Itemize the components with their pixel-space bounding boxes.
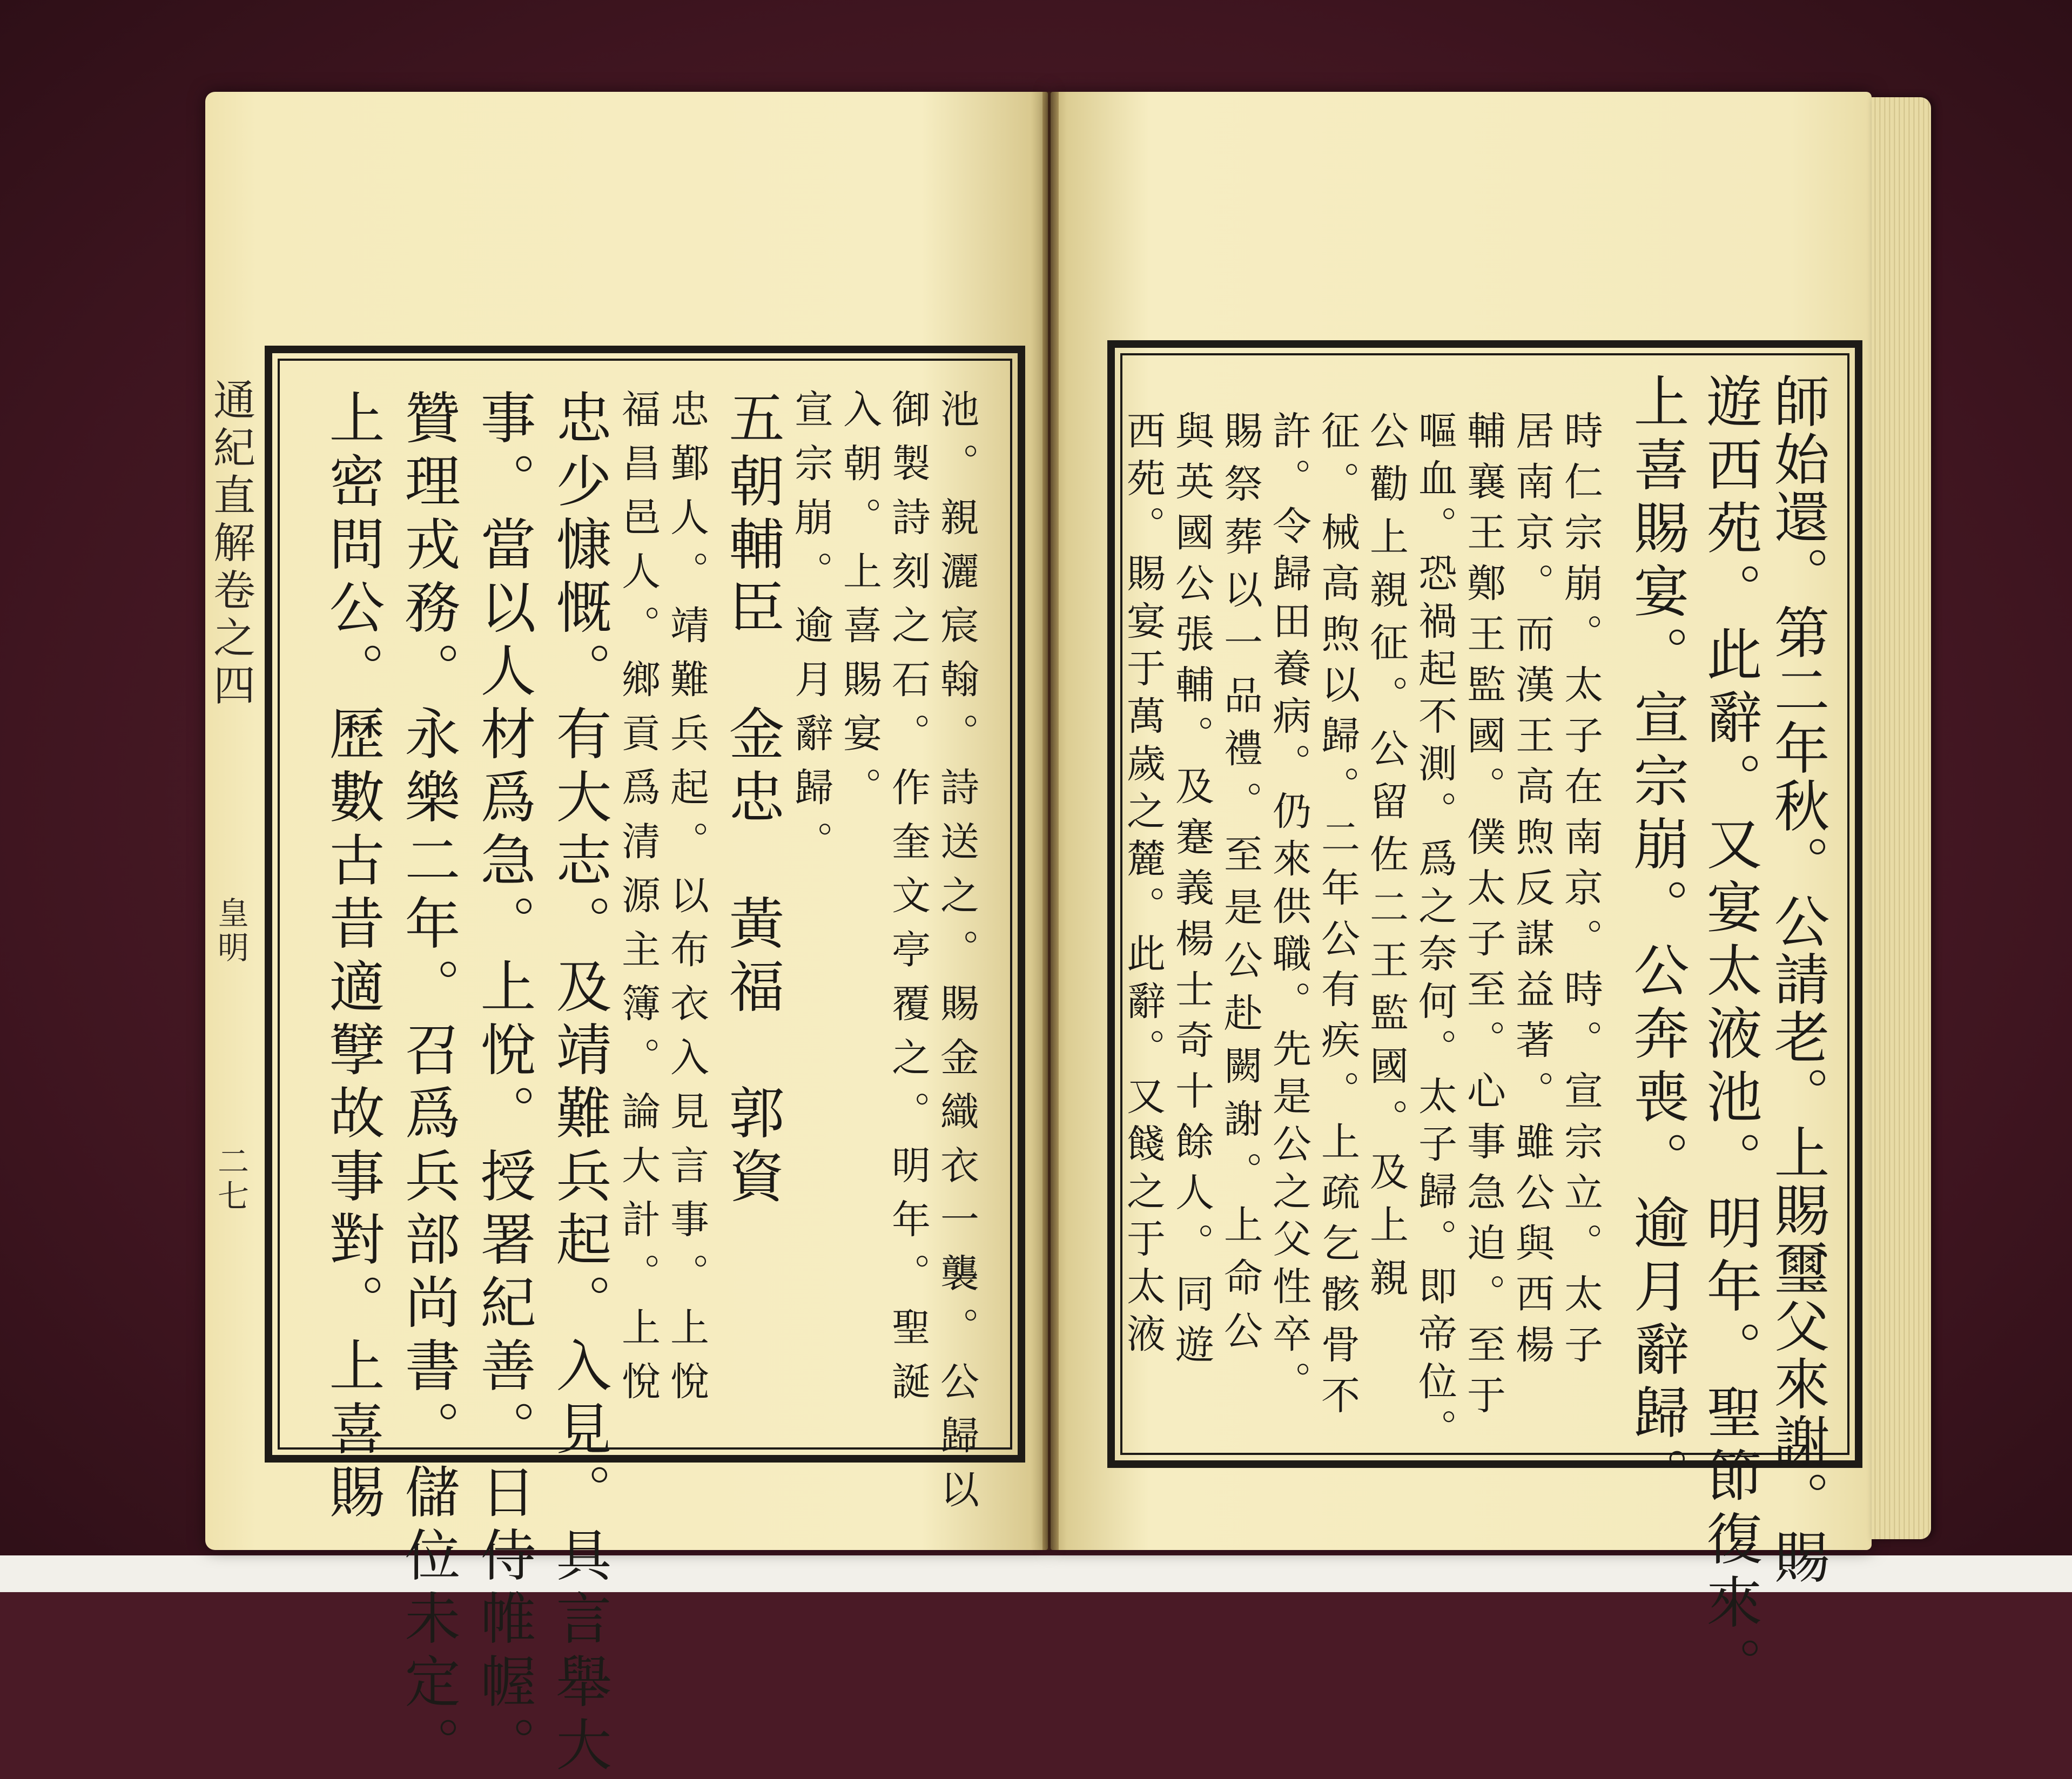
left-col-11: 上密問公。歷數古昔適孼故事對。上喜賜 [320,389,385,1526]
left-col-8: 忠少慷慨。有大志。及靖難兵起。入見。具言舉大 [547,389,611,1779]
margin-title: 通紀直解卷之四 [206,378,255,711]
right-col-9: 征。械高煦以歸。二年公有疾。上疏乞骸骨不 [1315,410,1360,1426]
left-col-4: 宣宗崩。逾月辭歸。 [788,389,833,875]
page-stack-edges [1872,97,1931,1539]
right-col-3: 上喜賜宴。宣宗崩。公奔喪。逾月辭歸。 [1624,373,1689,1510]
right-col-4: 時仁宗崩。太子在南京。時。宣宗立。太子 [1558,410,1603,1375]
margin-section: 皇明 [212,897,249,966]
right-col-1: 師始還。第二年秋。公請老。上賜璽父來謝。賜 [1765,373,1829,1586]
right-col-6: 輔襄王鄭王監國。僕太子至。心事急迫。至于 [1461,410,1506,1426]
right-col-11: 賜祭葬以一品禮。至是公赴闕謝。上命公 [1217,410,1263,1363]
left-col-6: 忠鄞人。靖難兵起。以布衣入見言事。上悅 [664,389,709,1415]
right-col-5: 居南京。而漢王高煦反謀益著。雖公與西楊 [1509,410,1555,1375]
right-col-13: 西苑。賜宴于萬歲之麓。此辭。又餞之于太液 [1120,410,1166,1361]
book-gutter [1042,92,1059,1550]
margin-page-number: 二七 [212,1145,249,1214]
left-col-5-heading: 五朝輔臣 金忠 黃福 郭資 [719,389,784,1210]
right-col-8: 公勸上親征。公留佐二王監國。及上親 [1363,410,1409,1310]
right-col-7: 嘔血。恐禍起不測。爲之奈何。太子歸。即帝位。 [1412,410,1457,1456]
left-col-7: 福昌邑人。鄉貢爲清源主簿。論大計。上悅 [615,389,661,1415]
right-col-10: 許。令歸田養病。仍來供職。先是公之父性卒。 [1266,410,1311,1409]
left-col-2: 御製詩刻之石。作奎文亭覆之。明年。聖誕 [885,389,931,1415]
left-col-10: 贊理戎務。永樂二年。召爲兵部尚書。儲位未定。 [395,389,460,1779]
right-col-2: 遊西苑。此辭。又宴太液池。明年。聖節復來。 [1697,373,1762,1700]
left-col-1: 池。親灑宸翰。詩送之。賜金織衣一襲。公歸以 [934,389,979,1523]
left-col-9: 事。當以人材爲急。上悅。授署紀善。日侍帷幄。 [471,389,536,1779]
left-col-3: 入朝。上喜賜宴。 [837,389,882,821]
right-col-12: 與英國公張輔。及蹇義楊士奇十餘人。同遊 [1169,410,1214,1375]
